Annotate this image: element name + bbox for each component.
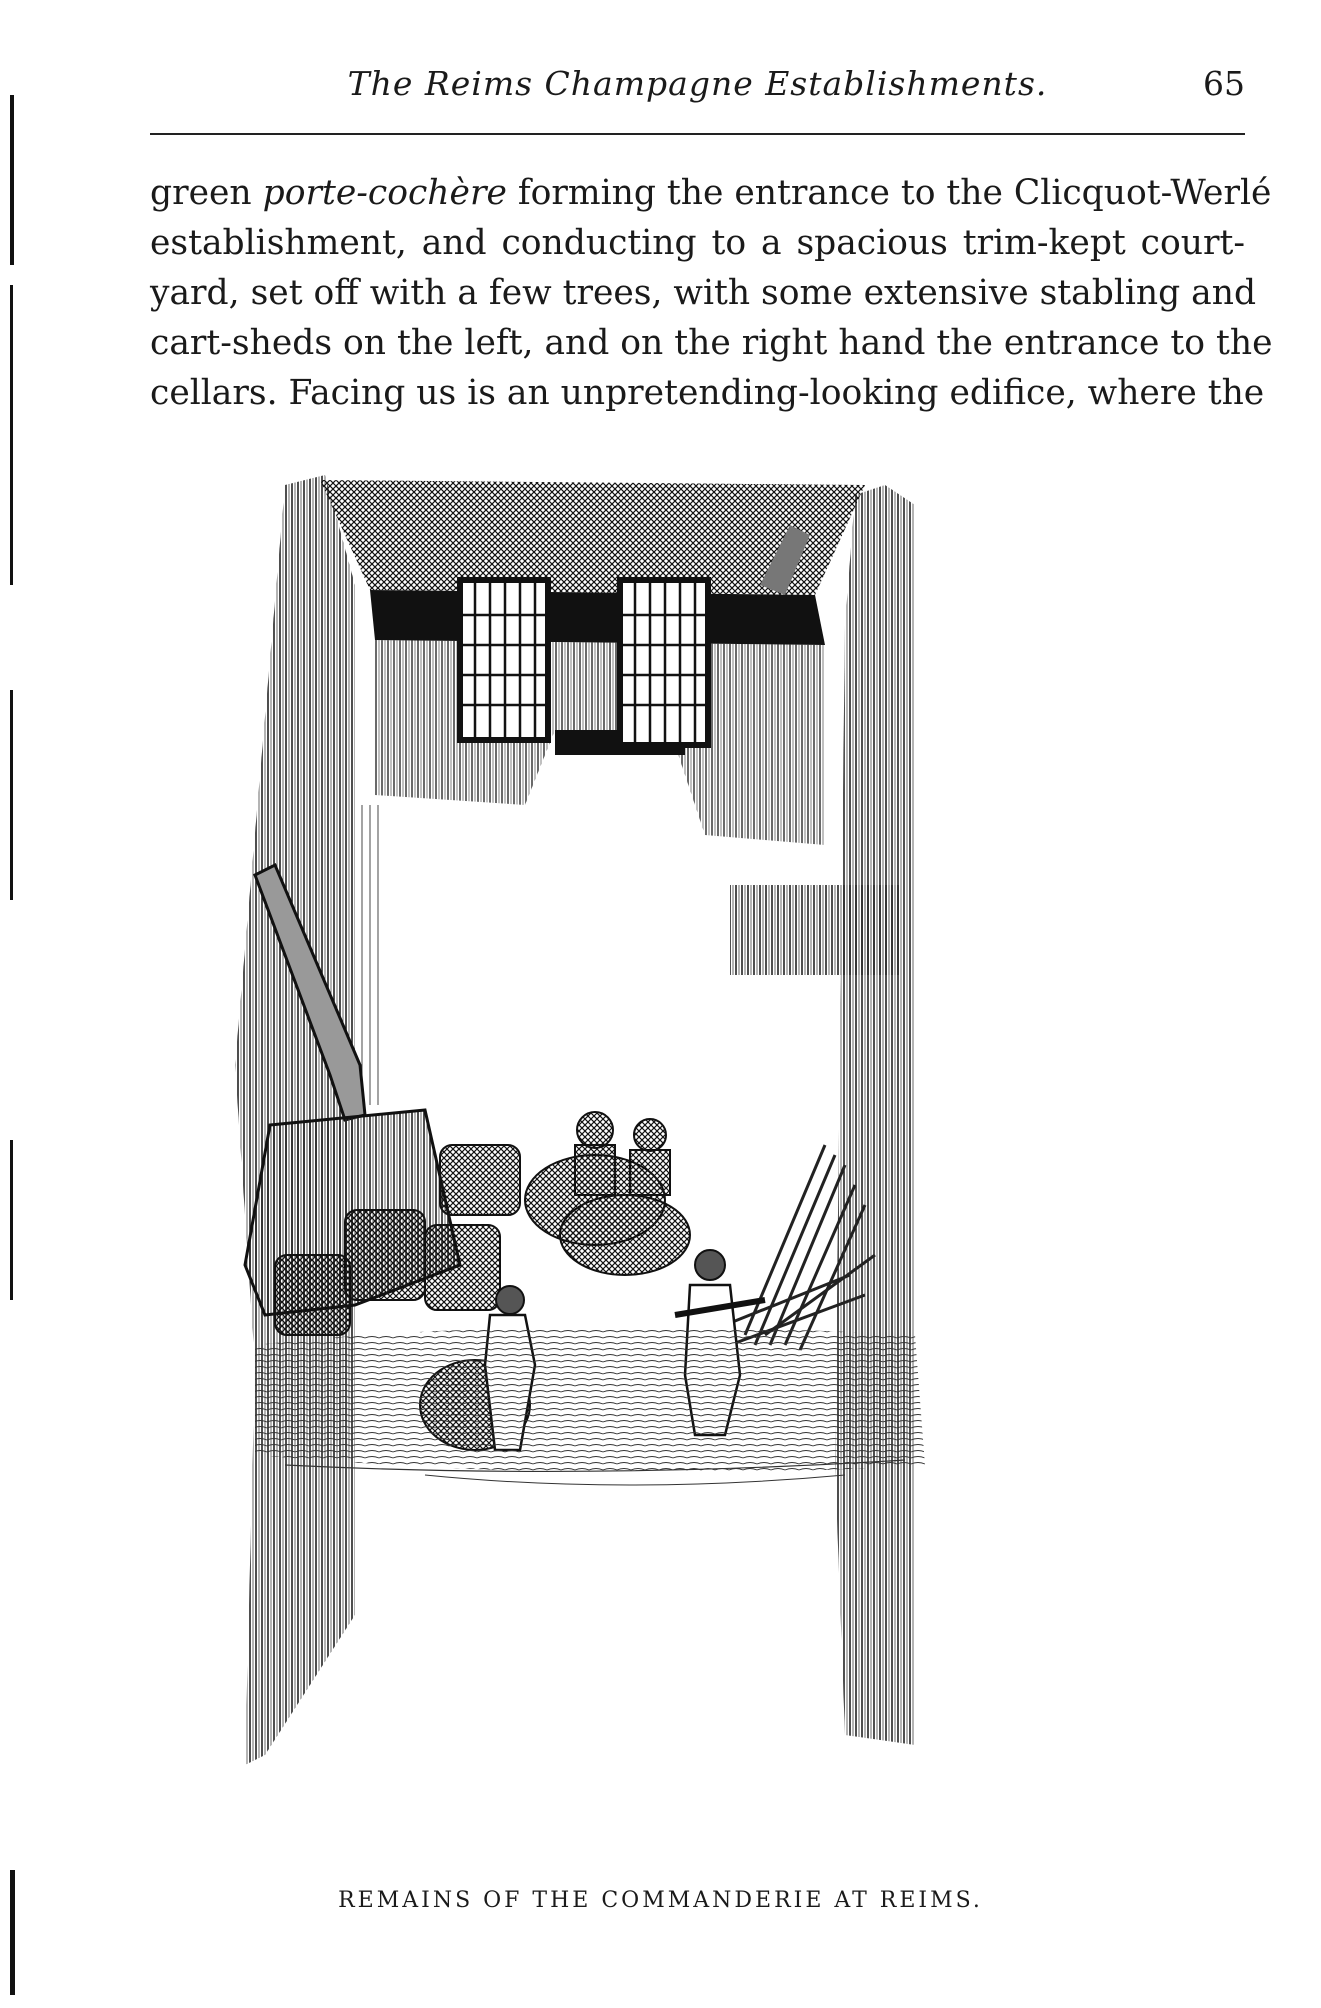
right-window [620, 580, 708, 745]
body-paragraph [150, 168, 1273, 418]
back-workers [525, 1112, 690, 1275]
text-line: establishment, and conducting to a spacious trim-kept court- [150, 223, 1245, 263]
text-line [150, 168, 1272, 218]
page-header [150, 58, 1245, 108]
page-number: 65 [1203, 64, 1245, 103]
scan-margin-mark [10, 285, 13, 585]
engraving-illustration [225, 465, 1185, 1925]
header-rule [150, 133, 1245, 135]
scan-margin-mark [10, 95, 14, 265]
scan-margin-mark [10, 1140, 13, 1300]
scan-margin-mark [10, 690, 13, 900]
left-window [460, 580, 548, 740]
figure-caption: REMAINS OF THE COMMANDERIE AT REIMS. [338, 1888, 983, 1913]
ceiling-beam [370, 590, 825, 645]
running-title: The Reims Champagne Establishments. [347, 64, 1048, 103]
italic-term: porte-cochère [262, 173, 507, 213]
text-run: green [150, 173, 263, 213]
text-line: cart-sheds on the left, and on the right hand the entrance to the [150, 323, 1273, 363]
floor [255, 1327, 925, 1473]
text-run: forming the entrance to the Clicquot-Werlé [506, 173, 1272, 213]
right-wall [835, 485, 915, 1745]
text-line: yard, set off with a few trees, with some extensive stabling and [150, 273, 1257, 313]
text-line: cellars. Facing us is an unpretending-looking edifice, where the [150, 373, 1265, 413]
